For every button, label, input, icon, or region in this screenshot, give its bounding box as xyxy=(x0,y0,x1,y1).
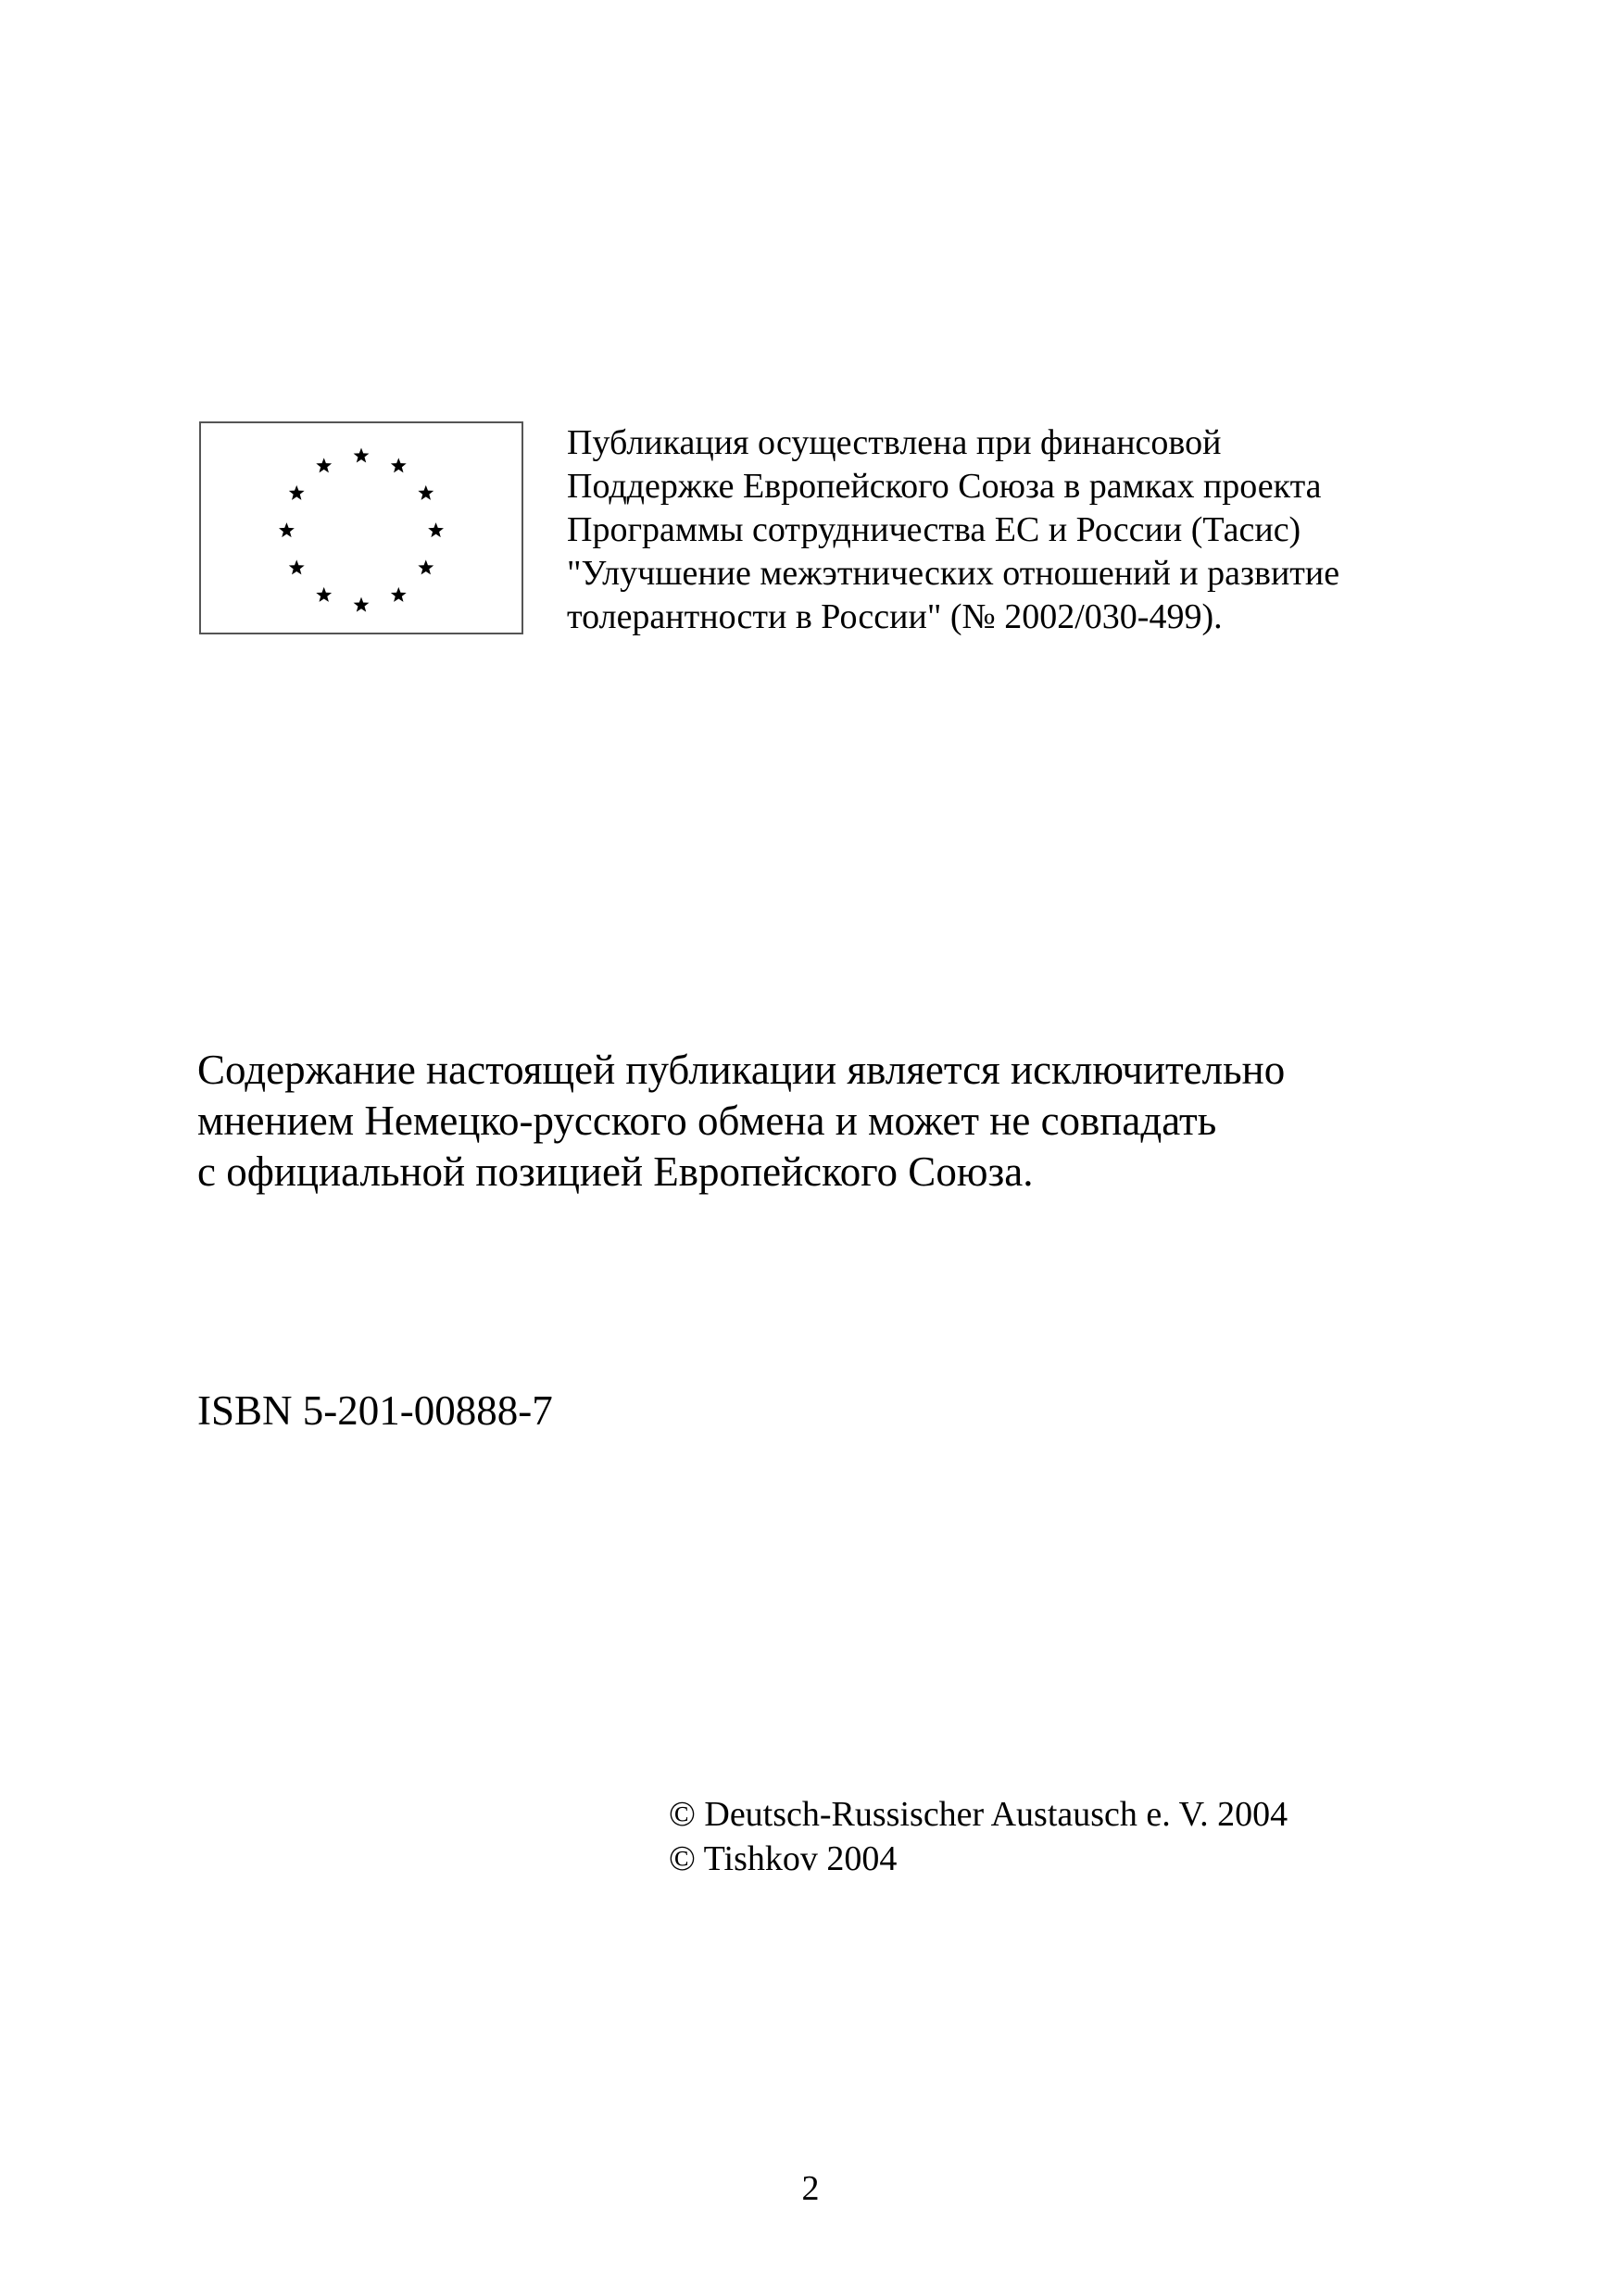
star-icon xyxy=(391,587,407,602)
star-icon xyxy=(428,522,444,537)
eu-flag-logo xyxy=(199,421,523,634)
star-icon xyxy=(418,485,434,500)
funding-note-line: толерантности в России" (№ 2002/030-499). xyxy=(567,597,1223,636)
isbn: ISBN 5-201-00888-7 xyxy=(197,1387,553,1434)
funding-note xyxy=(567,421,1493,639)
star-icon xyxy=(279,522,295,537)
star-icon xyxy=(354,448,370,463)
disclaimer xyxy=(197,1045,1494,1198)
funding-note-line: Поддержке Европейского Союза в рамках проекта xyxy=(567,467,1322,506)
copyright-line: © Deutsch-Russischer Austausch e. V. 2004 xyxy=(669,1795,1288,1834)
star-icon xyxy=(418,559,434,574)
funding-note-line: "Улучшение межэтнических отношений и развитие xyxy=(567,554,1340,593)
eu-stars-icon xyxy=(201,423,521,633)
star-icon xyxy=(289,559,305,574)
funding-note-line: Программы сотрудничества ЕС и России (Тасис) xyxy=(567,510,1301,549)
copyright-block xyxy=(669,1792,1288,1881)
disclaimer-line: мнением Немецко-русского обмена и может не совпадать xyxy=(197,1098,1217,1144)
page-number: 2 xyxy=(801,2169,820,2208)
disclaimer-line: с официальной позицией Европейского Союза. xyxy=(197,1148,1034,1195)
star-icon xyxy=(316,458,332,472)
funding-note-line: Публикация осуществлена при финансовой xyxy=(567,423,1222,462)
disclaimer-line: Содержание настоящей публикации является исключительно xyxy=(197,1047,1286,1093)
star-icon xyxy=(316,587,332,602)
star-icon xyxy=(391,458,407,472)
star-icon xyxy=(289,485,305,500)
star-icon xyxy=(354,597,370,612)
copyright-line: © Tishkov 2004 xyxy=(669,1839,898,1878)
